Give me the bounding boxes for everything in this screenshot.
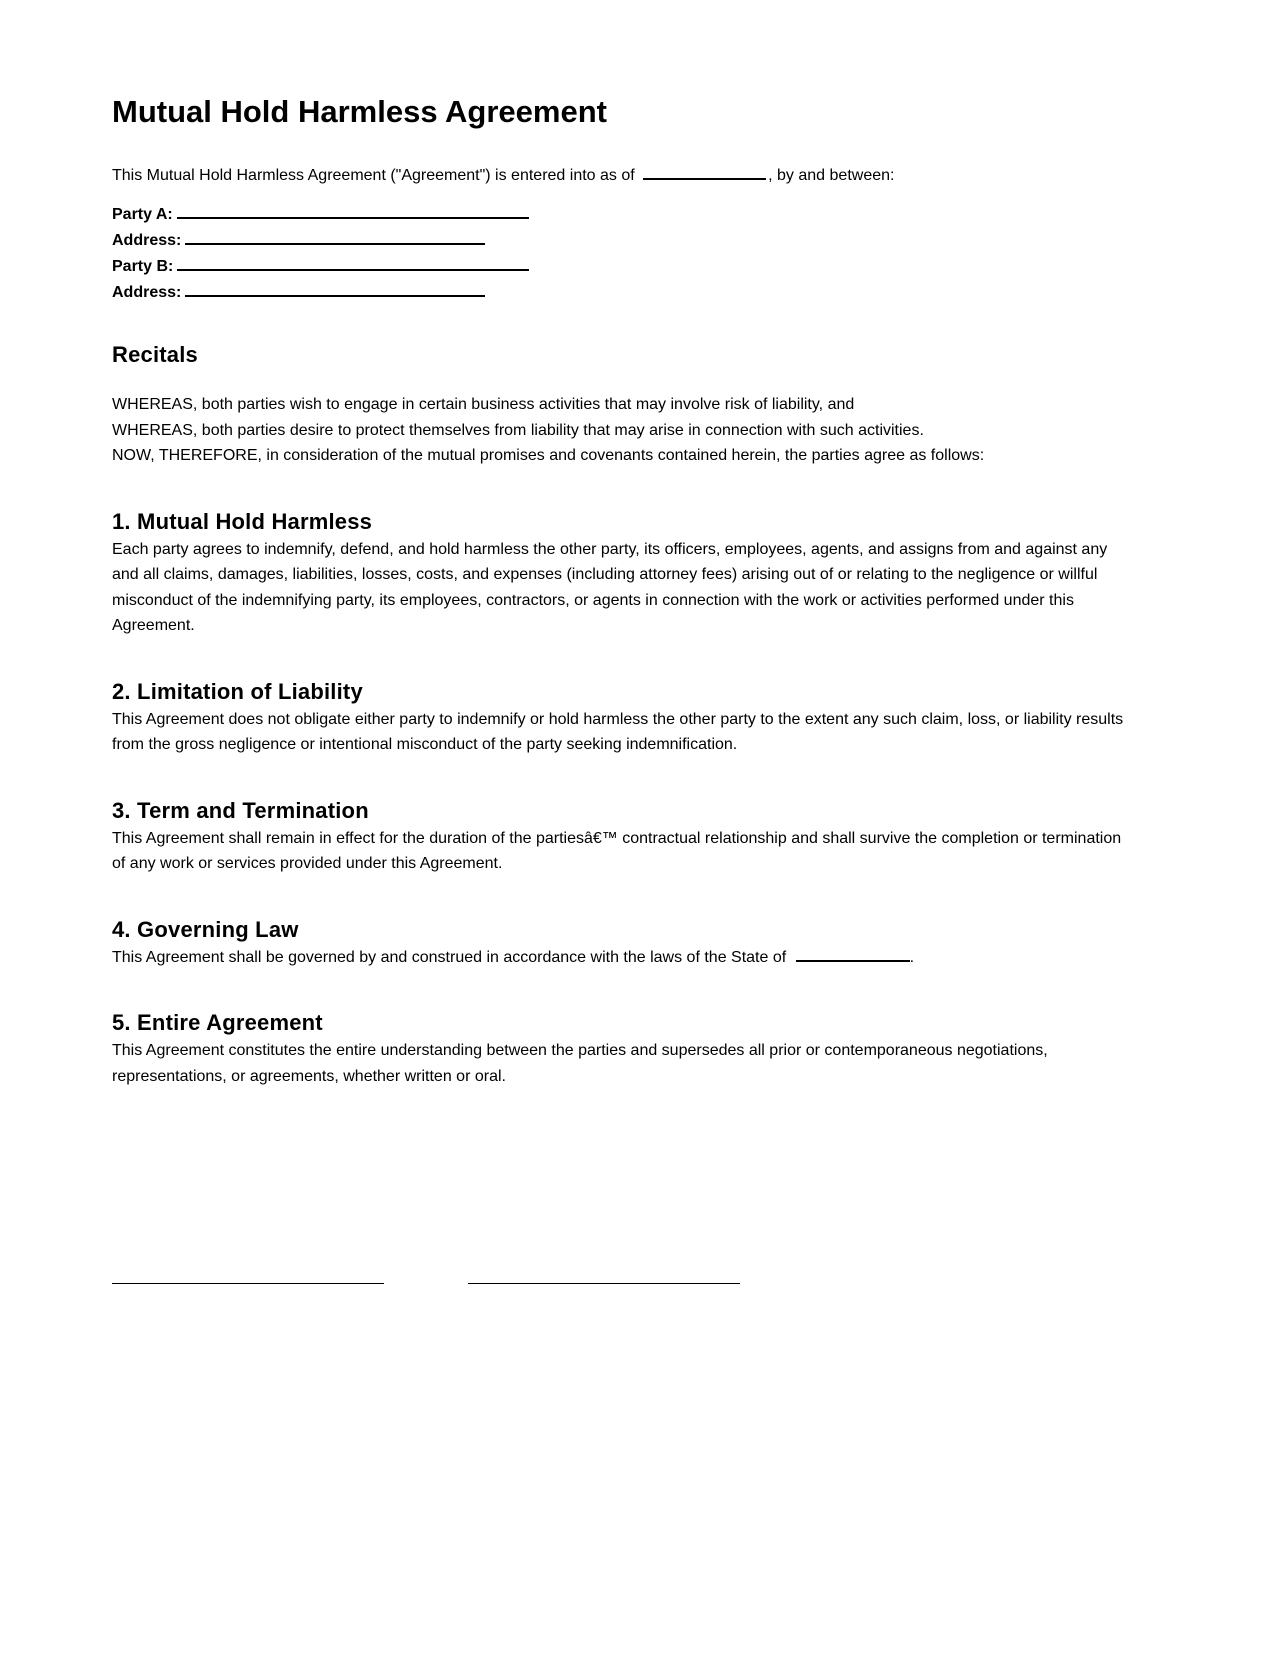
date-blank-line[interactable] [643,164,766,180]
address-a-row [112,228,1132,254]
signature-area [112,1283,812,1285]
address-b-label: Address: [112,284,182,301]
address-b-blank-line[interactable] [185,281,485,297]
signature-line-party-a[interactable] [112,1283,384,1284]
document-body [112,92,1132,1089]
party-b-label: Party B: [112,258,174,275]
intro-text-before: This Mutual Hold Harmless Agreement ("Agreement") is entered into as of [112,167,640,184]
recital-line-2: WHEREAS, both parties desire to protect themselves from liability that may arise in connection with such activities. [112,421,924,439]
section-2-heading: 2. Limitation of Liability [112,678,363,704]
section-3-heading: 3. Term and Termination [112,797,369,823]
recitals-block [112,392,1132,469]
address-b-row [112,280,1132,306]
state-blank-line[interactable] [796,946,910,962]
section-1-heading: 1. Mutual Hold Harmless [112,508,373,534]
section-4-body [112,945,1132,971]
address-a-blank-line[interactable] [185,229,485,245]
section-4-heading: 4. Governing Law [112,916,299,942]
section-1-body: Each party agrees to indemnify, defend, and hold harmless the other party, its officers, employees, agents, and assigns from and against any and all claims, damages, liabilities, losses, costs, and expenses (including attorney fees) arising out of or relating to the negligence or willful misconduct of the indemnifying party, its employees, contractors, or agents in connection with the work or activities performed under this Agreement. [112,540,1108,634]
party-a-row [112,202,1132,228]
recitals-heading: Recitals [112,342,198,367]
recital-line-3: NOW, THEREFORE, in consideration of the mutual promises and covenants contained herein, the parties agree as follows: [112,447,985,464]
party-a-blank-line[interactable] [177,203,529,219]
party-b-blank-line[interactable] [177,255,529,271]
intro-text-after: , by and between: [768,167,895,184]
document-title: Mutual Hold Harmless Agreement [112,94,607,129]
signature-line-party-b[interactable] [468,1283,740,1284]
address-a-label: Address: [112,232,182,249]
section-4-text-before: This Agreement shall be governed by and construed in accordance with the laws of the State of [112,948,791,966]
section-4-text-after: . [909,948,915,966]
section-2-body: This Agreement does not obligate either party to indemnify or hold harmless the other party to the extent any such claim, loss, or liability results from the gross negligence or intentional misconduct of the party seeking indemnification. [112,710,1124,753]
party-a-label: Party A: [112,206,173,223]
section-3-body: This Agreement shall remain in effect for the duration of the partiesâ€™ contractual relationship and shall survive the completion or termination of any work or services provided under this Agreement. [112,829,1122,872]
intro-paragraph [112,164,1132,188]
recital-line-1: WHEREAS, both parties wish to engage in certain business activities that may involve risk of liability, and [112,396,855,413]
party-b-row [112,254,1132,280]
section-5-heading: 5. Entire Agreement [112,1010,323,1035]
section-5-body: This Agreement constitutes the entire understanding between the parties and supersedes all prior or contemporaneous negotiations, representations, or agreements, whether written or oral. [112,1042,1048,1085]
